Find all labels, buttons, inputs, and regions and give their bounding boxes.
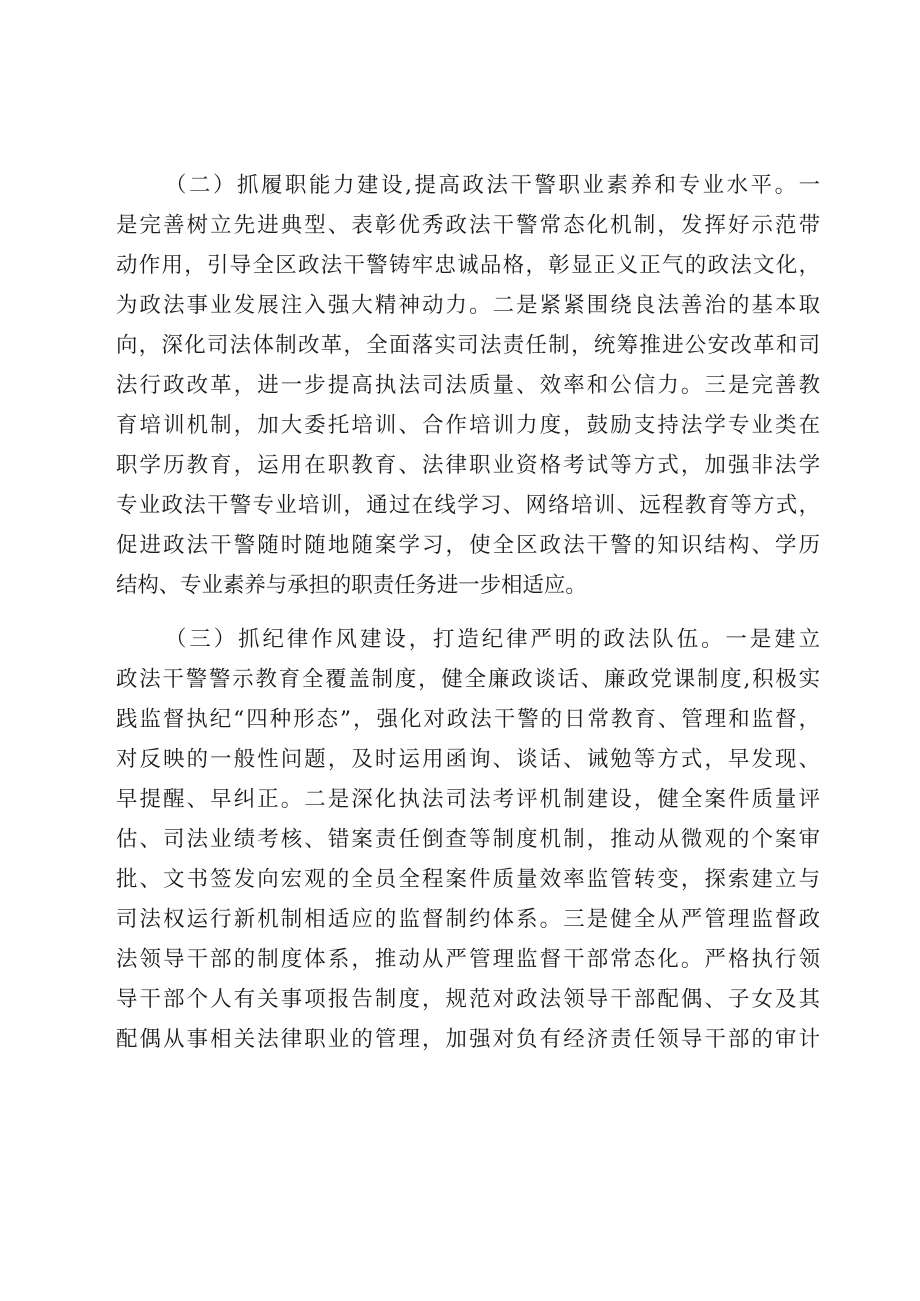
paragraph-2 <box>116 166 820 606</box>
paragraph-line: 法领导干部的制度体系，推动从严管理监督干部常态化。严格执行领 <box>116 947 820 972</box>
paragraph-line: 促进政法干警随时随地随案学习，使全区政法干警的知识结构、学历 <box>116 533 820 558</box>
paragraph-line: 批、文书签发向宏观的全员全程案件质量效率监管转变，探索建立与 <box>116 867 820 892</box>
paragraph-line: 职学历教育，运用在职教育、法律职业资格考试等方式，加强非法学 <box>116 453 820 478</box>
paragraph-line: 践监督执纪“四种形态”，强化对政法干警的日常教育、管理和监督， <box>116 707 820 732</box>
paragraph-line: （三）抓纪律作风建设，打造纪律严明的政法队伍。一是建立 <box>165 627 820 652</box>
paragraph-line: 对反映的一般性问题，及时运用函询、谈话、诫勉等方式，早发现、 <box>116 747 820 772</box>
paragraph-line: 早提醒、早纠正。二是深化执法司法考评机制建设，健全案件质量评 <box>116 787 820 812</box>
paragraph-line: 是完善树立先进典型、表彰优秀政法干警常态化机制，发挥好示范带 <box>116 213 820 238</box>
paragraph-line: 为政法事业发展注入强大精神动力。二是紧紧围绕良法善治的基本取 <box>116 293 820 318</box>
paragraph-spacer <box>116 606 820 620</box>
paragraph-line: 政法干警警示教育全覆盖制度，健全廉政谈话、廉政党课制度,积极实 <box>116 667 820 692</box>
paragraph-line: 法行政改革，进一步提高执法司法质量、效率和公信力。三是完善教 <box>116 373 820 398</box>
paragraph-line: 导干部个人有关事项报告制度，规范对政法领导干部配偶、子女及其 <box>116 987 820 1012</box>
paragraph-line: 动作用，引导全区政法干警铸牢忠诚品格，彰显正义正气的政法文化， <box>116 253 820 278</box>
paragraph-3 <box>116 620 820 1060</box>
paragraph-line: 配偶从事相关法律职业的管理，加强对负有经济责任领导干部的审计 <box>116 1027 820 1052</box>
paragraph-line: 司法权运行新机制相适应的监督制约体系。三是健全从严管理监督政 <box>116 907 820 932</box>
paragraph-line: 结构、专业素养与承担的职责任务进一步相适应。 <box>116 573 587 598</box>
paragraph-line: 向，深化司法体制改革，全面落实司法责任制，统筹推进公安改革和司 <box>116 333 820 358</box>
paragraph-line: （二）抓履职能力建设,提高政法干警职业素养和专业水平。一 <box>165 173 820 198</box>
document-body <box>116 166 820 1060</box>
paragraph-line: 育培训机制，加大委托培训、合作培训力度，鼓励支持法学专业类在 <box>116 413 820 438</box>
paragraph-line: 专业政法干警专业培训，通过在线学习、网络培训、远程教育等方式， <box>116 493 820 518</box>
paragraph-line: 估、司法业绩考核、错案责任倒查等制度机制，推动从微观的个案审 <box>116 827 820 852</box>
